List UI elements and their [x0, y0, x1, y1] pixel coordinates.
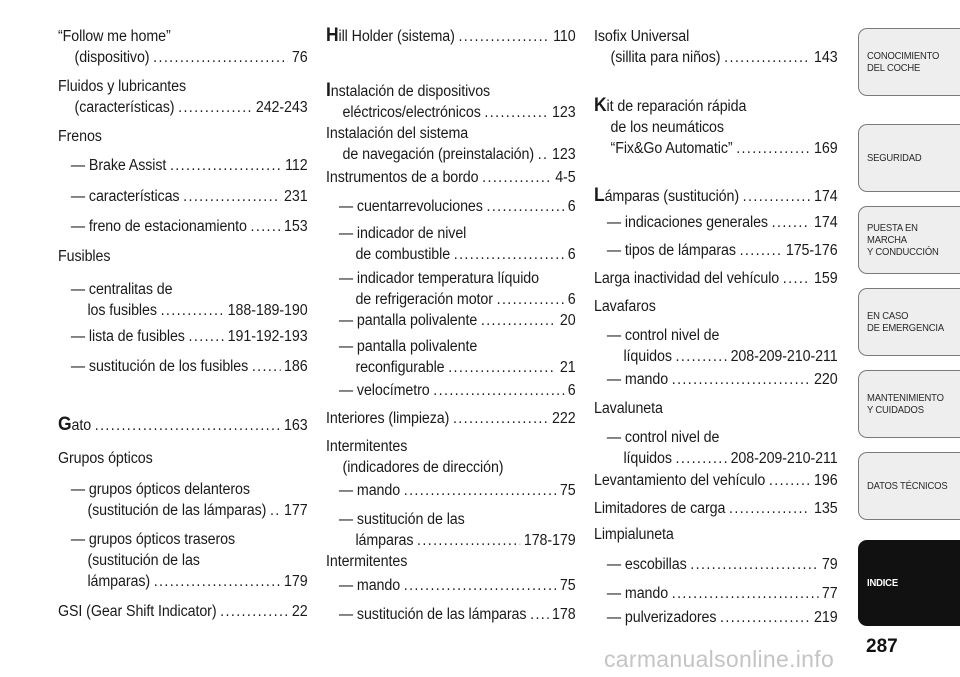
- entry-subitem: — control nivel de: [606, 429, 720, 446]
- page-ref: 231: [284, 188, 308, 205]
- leader-dots: [161, 300, 224, 321]
- index-entry: [326, 223, 576, 265]
- index-entry: [58, 126, 308, 147]
- entry-text: Instalación del sistema: [326, 125, 469, 142]
- index-entry: [58, 155, 308, 176]
- entry-continuation: (dispositivo): [74, 49, 150, 66]
- index-entry: [326, 551, 576, 572]
- page-ref: 188-189-190: [227, 302, 308, 319]
- entry-text: Frenos: [58, 128, 102, 145]
- entry-subitem: — sustitución de las lámparas: [338, 606, 527, 623]
- leader-dots: [252, 356, 281, 377]
- leader-dots: [170, 155, 281, 176]
- leader-dots: [736, 138, 810, 159]
- page-ref: 178: [552, 606, 576, 623]
- index-entry: [594, 268, 838, 289]
- entry-continuation: de refrigeración motor: [355, 291, 493, 308]
- index-entry: [594, 470, 838, 491]
- entry-subitem: — características: [70, 188, 180, 205]
- index-entry: [326, 408, 576, 429]
- entry-subitem: — freno de estacionamiento: [70, 218, 247, 235]
- page-ref: 4-5: [555, 169, 576, 186]
- leader-dots: [95, 415, 281, 436]
- index-entry: [594, 583, 838, 604]
- entry-text: Lavafaros: [594, 298, 656, 315]
- index-entry: [326, 26, 576, 47]
- leader-dots: [484, 102, 548, 123]
- letter-initial: H: [326, 25, 339, 46]
- page-ref: 123: [552, 146, 576, 163]
- entry-continuation: (sustitución de las: [87, 552, 200, 569]
- leader-dots: [404, 575, 556, 596]
- entry-text: GSI (Gear Shift Indicator): [58, 603, 217, 620]
- page-ref: 6: [567, 198, 576, 215]
- letter-initial: I: [326, 80, 331, 101]
- entry-subitem: — pulverizadores: [606, 609, 717, 626]
- index-entry: [594, 607, 838, 628]
- entry-continuation: lámparas: [355, 532, 414, 549]
- page-ref: 6: [567, 246, 576, 263]
- index-entry: [594, 26, 838, 68]
- entry-subitem: — mando: [338, 577, 401, 594]
- leader-dots: [672, 583, 818, 604]
- page-ref: 22: [291, 603, 308, 620]
- index-entry: [326, 268, 576, 310]
- page-ref: 177: [284, 502, 308, 519]
- page-ref: 191-192-193: [227, 328, 308, 345]
- section-tabs: [858, 0, 960, 677]
- tab-label: EN CASO DE EMERGENCIA: [867, 310, 944, 334]
- page-ref: 79: [821, 556, 838, 573]
- entry-subitem: — sustitución de las: [338, 511, 465, 528]
- leader-dots: [530, 604, 548, 625]
- index-entry: [58, 448, 308, 469]
- page-ref: 208-209-210-211: [730, 450, 838, 467]
- index-entry: [58, 26, 308, 68]
- entry-subitem: — lista de fusibles: [70, 328, 185, 345]
- page-ref: 77: [821, 585, 838, 602]
- tab-seguridad[interactable]: [858, 124, 960, 192]
- index-entry: [326, 81, 576, 123]
- leader-dots: [676, 448, 727, 469]
- tab-label: DATOS TÉCNICOS: [867, 480, 948, 492]
- index-entry: [58, 479, 308, 521]
- page-ref: 222: [552, 410, 576, 427]
- page-ref: 169: [814, 140, 838, 157]
- leader-dots: [538, 144, 549, 165]
- index-entry: [594, 369, 838, 390]
- entry-text: Isofix Universal: [594, 28, 690, 45]
- entry-text: Grupos ópticos: [58, 450, 153, 467]
- index-entry: [58, 216, 308, 237]
- index-entry: [594, 212, 838, 233]
- entry-subitem: — grupos ópticos delanteros: [70, 481, 250, 498]
- entry-subitem: — Brake Assist: [70, 157, 167, 174]
- entry-subitem: — mando: [338, 482, 401, 499]
- index-entry: [594, 186, 838, 207]
- entry-text: Limpialuneta: [594, 526, 674, 543]
- page-ref: 174: [814, 188, 838, 205]
- leader-dots: [154, 571, 281, 592]
- entry-text: [326, 26, 455, 47]
- leader-dots: [672, 369, 811, 390]
- entry-text: Intermitentes: [326, 438, 408, 455]
- index-entry: [594, 398, 838, 419]
- page-ref: 186: [284, 358, 308, 375]
- index-entry: [594, 240, 838, 261]
- page-ref: 208-209-210-211: [730, 348, 838, 365]
- leader-dots: [404, 480, 556, 501]
- entry-rest: ill Holder (sistema): [338, 28, 455, 45]
- index-entry: [58, 356, 308, 377]
- entry-subitem: — indicador de nivel: [338, 225, 467, 242]
- entry-text: [58, 415, 91, 436]
- index-entry: [326, 575, 576, 596]
- tab-mantenimiento[interactable]: [858, 370, 960, 438]
- leader-dots: [189, 326, 224, 347]
- index-entry: [326, 380, 576, 401]
- leader-dots: [783, 268, 811, 289]
- page-ref: 159: [814, 270, 838, 287]
- page-ref: 174: [814, 214, 838, 231]
- index-entry: [326, 509, 576, 551]
- index-entry: [594, 498, 838, 519]
- index-entry: [58, 246, 308, 267]
- index-entry: [58, 326, 308, 347]
- tab-en-caso-de-emergencia[interactable]: [858, 288, 960, 356]
- page-ref: 178-179: [523, 532, 576, 549]
- entry-continuation: (sillita para niños): [610, 49, 721, 66]
- index-entry: [594, 554, 838, 575]
- entry-continuation: de los neumáticos: [610, 119, 724, 136]
- page-ref: 153: [284, 218, 308, 235]
- entry-rest: ato: [71, 417, 92, 434]
- entry-continuation: (indicadores de dirección): [342, 459, 504, 476]
- index-entry: [594, 427, 838, 469]
- entry-subitem: — pantalla polivalente: [338, 338, 478, 355]
- page-ref: 220: [814, 371, 838, 388]
- entry-text: [326, 81, 490, 102]
- entry-continuation: eléctricos/electrónicos: [342, 104, 481, 121]
- index-entry: [594, 524, 838, 545]
- index-entry: [326, 167, 576, 188]
- page-ref: 6: [567, 382, 576, 399]
- index-entry: [58, 279, 308, 321]
- page-ref: 76: [291, 49, 308, 66]
- tab-indice[interactable]: [858, 540, 960, 626]
- tab-label: MANTENIMIENTO Y CUIDADOS: [867, 392, 944, 416]
- entry-text: [594, 96, 746, 117]
- entry-subitem: — sustitución de los fusibles: [70, 358, 249, 375]
- entry-subitem: — indicador temperatura líquido: [338, 270, 539, 287]
- leader-dots: [251, 216, 281, 237]
- index-entry: [594, 96, 838, 159]
- leader-dots: [178, 97, 252, 118]
- page-ref: 175-176: [785, 242, 838, 259]
- entry-rest: nstalación de dispositivos: [330, 83, 491, 100]
- leader-dots: [740, 240, 783, 261]
- tab-conocimiento[interactable]: [858, 28, 960, 96]
- entry-text: [594, 186, 739, 207]
- entry-subitem: — mando: [606, 371, 669, 388]
- index-entry: [326, 123, 576, 165]
- leader-dots: [417, 530, 520, 551]
- entry-subitem: — grupos ópticos traseros: [70, 531, 236, 548]
- leader-dots: [720, 607, 810, 628]
- entry-subitem: — centralitas de: [70, 281, 173, 298]
- page-ref: 179: [284, 573, 308, 590]
- index-entry: [326, 480, 576, 501]
- leader-dots: [676, 346, 727, 367]
- entry-subitem: — cuentarrevoluciones: [338, 198, 483, 215]
- page-number: 287: [866, 636, 898, 657]
- entry-subitem: — control nivel de: [606, 327, 720, 344]
- page-ref: 75: [559, 577, 576, 594]
- page-ref: 196: [814, 472, 838, 489]
- tab-label: SEGURIDAD: [867, 152, 922, 164]
- leader-dots: [482, 167, 551, 188]
- index-entry: [58, 415, 308, 436]
- leader-dots: [772, 212, 811, 233]
- page-ref: 163: [284, 417, 308, 434]
- entry-continuation: líquidos: [623, 348, 672, 365]
- page-ref: 242-243: [255, 99, 308, 116]
- leader-dots: [481, 310, 556, 331]
- index-entry: [326, 196, 576, 217]
- page-ref: 110: [553, 28, 576, 45]
- letter-initial: G: [58, 414, 72, 435]
- index-entry: [594, 296, 838, 317]
- page-ref: 219: [814, 609, 838, 626]
- index-entry: [326, 436, 576, 478]
- leader-dots: [458, 26, 549, 47]
- index-entry: [326, 310, 576, 331]
- entry-rest: ámparas (sustitución): [604, 188, 739, 205]
- leader-dots: [497, 289, 564, 310]
- page-ref: 112: [285, 157, 308, 174]
- index-entry: [58, 529, 308, 592]
- leader-dots: [690, 554, 818, 575]
- entry-continuation: (sustitución de las lámparas): [87, 502, 267, 519]
- entry-continuation: líquidos: [623, 450, 672, 467]
- entry-subitem: — pantalla polivalente: [338, 312, 478, 329]
- tab-label: PUESTA EN MARCHA Y CONDUCCIÓN: [867, 222, 939, 258]
- leader-dots: [454, 244, 564, 265]
- page-ref: 75: [559, 482, 576, 499]
- page-ref: 123: [552, 104, 576, 121]
- index-entry: [58, 601, 308, 622]
- leader-dots: [724, 47, 810, 68]
- entry-text: “Follow me home”: [58, 28, 171, 45]
- letter-initial: K: [594, 95, 607, 116]
- leader-dots: [153, 47, 288, 68]
- entry-continuation: reconfigurable: [355, 359, 445, 376]
- entry-text: Levantamiento del vehículo: [594, 472, 766, 489]
- page-ref: 135: [814, 500, 838, 517]
- letter-initial: L: [594, 185, 605, 206]
- tab-label: INDICE: [867, 577, 898, 589]
- index-entry: [58, 76, 308, 118]
- entry-subitem: — escobillas: [606, 556, 687, 573]
- page-ref: 20: [559, 312, 576, 329]
- watermark: carmanualsonline.info: [604, 646, 835, 672]
- entry-text: Instrumentos de a bordo: [326, 169, 479, 186]
- entry-rest: it de reparación rápida: [606, 98, 747, 115]
- tab-label: CONOCIMIENTO DEL COCHE: [867, 50, 940, 74]
- index-entry: [326, 336, 576, 378]
- leader-dots: [453, 408, 548, 429]
- entry-continuation: los fusibles: [87, 302, 157, 319]
- entry-continuation: lámparas): [87, 573, 151, 590]
- leader-dots: [743, 186, 811, 207]
- entry-text: Fluidos y lubricantes: [58, 78, 187, 95]
- entry-text: Intermitentes: [326, 553, 408, 570]
- entry-text: Larga inactividad del vehículo: [594, 270, 780, 287]
- page-ref: 6: [567, 291, 576, 308]
- tab-puesta-en-marcha[interactable]: [858, 206, 960, 274]
- entry-subitem: — velocímetro: [338, 382, 430, 399]
- index-entry: [326, 604, 576, 625]
- tab-datos-tecnicos[interactable]: [858, 452, 960, 520]
- leader-dots: [183, 186, 280, 207]
- index-entry: [594, 325, 838, 367]
- entry-continuation: (características): [74, 99, 175, 116]
- leader-dots: [220, 601, 288, 622]
- leader-dots: [486, 196, 564, 217]
- entry-text: Lavaluneta: [594, 400, 663, 417]
- page-ref: 143: [814, 49, 838, 66]
- leader-dots: [433, 380, 564, 401]
- leader-dots: [729, 498, 810, 519]
- entry-continuation: de navegación (preinstalación): [342, 146, 535, 163]
- entry-subitem: — indicaciones generales: [606, 214, 768, 231]
- entry-text: Fusibles: [58, 248, 111, 265]
- entry-subitem: — mando: [606, 585, 669, 602]
- entry-text: Interiores (limpieza): [326, 410, 450, 427]
- entry-subitem: — tipos de lámparas: [606, 242, 736, 259]
- leader-dots: [270, 500, 280, 521]
- entry-text: Limitadores de carga: [594, 500, 726, 517]
- entry-continuation: de combustible: [355, 246, 451, 263]
- entry-continuation: “Fix&Go Automatic”: [610, 140, 733, 157]
- leader-dots: [448, 357, 556, 378]
- leader-dots: [769, 470, 810, 491]
- page-ref: 21: [559, 359, 576, 376]
- index-entry: [58, 186, 308, 207]
